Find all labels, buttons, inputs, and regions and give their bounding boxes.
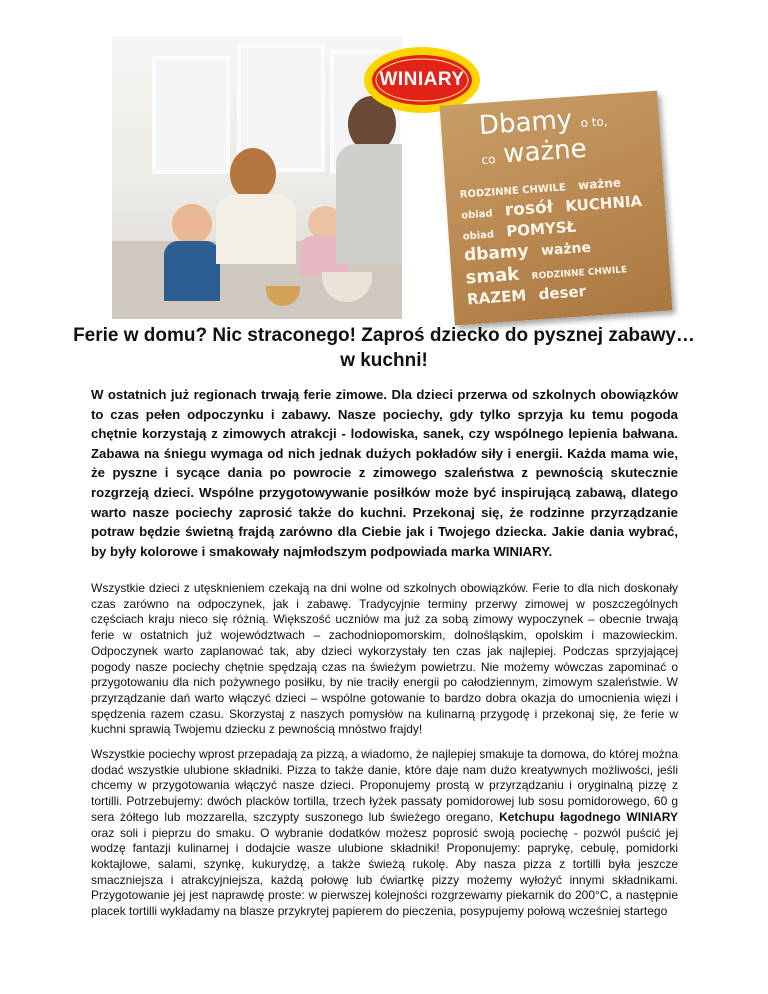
header-visual bbox=[112, 36, 662, 319]
card-word: RAZEM bbox=[466, 286, 527, 309]
card-title: Dbamy o to, co ważne bbox=[478, 104, 609, 170]
card-word: smak bbox=[464, 263, 520, 289]
card-word: deser bbox=[538, 282, 587, 304]
dbamy-o-to-card bbox=[440, 91, 673, 326]
card-word: RODZINNE CHWILE bbox=[531, 265, 628, 282]
article-title: Ferie w domu? Nic straconego! Zaproś dziecko do pysznej zabawy… w kuchni! bbox=[73, 325, 695, 371]
card-word: KUCHNIA bbox=[564, 192, 643, 216]
card-word: dbamy bbox=[463, 241, 530, 266]
article-paragraph: Wszystkie dzieci z utęsknieniem czekają na dni wolne od szkolnych obowiązków. Ferie to dla nich doskonały czas zarówno na odpoczynek, jak i zabawę. Tradycyjnie terminy przerwy zimowej w poszczególnych częściach kraju nieco się różnią. Większość uczniów ma już za sobą zimowy wypoczynek – obecnie trwają ferie w ostatnich już województwach – zachodniopomorskim, dolnośląskim, opolskim i mazowieckim. Odpoczynek warto zaplanować tak, aby dzieci wykorzystały ten czas jak najlepiej. Podczas sprzyjającej pogody nasze pociechy chętnie spędzają czas na świeżym powietrzu. Nie możemy wówczas zapominać o przygotowaniu dla nich pożywnego posiłku, by nie traciły energii po całodziennym, zimowym szaleństwie. W przyrządzanie dań warto włączyć dzieci – wspólne gotowanie to bardzo dobra okazja do umocnienia więzi i spędzenia razem czasu. Skorzystaj z naszych pomysłów na kulinarną przygodę i przekonaj się, że ferie w kuchni sprawią Twojemu dziecku z pewnością mnóstwo frajdy! bbox=[91, 581, 678, 737]
card-word: rosół bbox=[504, 197, 554, 221]
article-paragraph: Wszystkie pociechy wprost przepadają za pizzą, a wiadomo, że najlepiej smakuje ta domowa, do której można dodać wszystkie ulubione składniki. Pizza to także danie, które daje nam dużo kreatywnych możliwości, jeśli chcemy w przygotowania włączyć nasze dzieci. Proponujemy prostą w przyrządzaniu i oryginalną pizzę z tortilli. Potrzebujemy: dwóch placków tortilla, trzech łyżek passaty pomidorowej lub sosu pomidorowego, 60 g sera żółtego lub mozzarella, szczypty suszonego lub świeżego oregano, Ketchupu łagodnego WINIARY oraz soli i pieprzu do smaku. O wybranie dodatków możesz poprosić swoją pociechę - pozwól puścić jej wodzę fantazji kulinarnej i dodajcie wasze ulubione składniki! Proponujemy: paprykę, cebulę, pomidorki koktajlowe, salami, szynkę, kukurydzę, a także świeżą rukolę. Aby nasza pizza z tortilli była jeszcze smaczniejsza i atrakcyjniejsza, każdą połowę lub ćwiartkę pizzy możemy wyłożyć innymi składnikami. Przygotowanie jej jest naprawdę proste: w pierwszej kolejności rozgrzewamy piekarnik do 200°C, a następnie placek tortilli wykładamy na blasze przykrytej papierem do pieczenia, posypujemy połową wcześniej startego bbox=[91, 747, 678, 919]
logo-text: WINIARY bbox=[379, 69, 465, 90]
card-word: RODZINNE CHWILE bbox=[459, 182, 567, 201]
card-word-cloud bbox=[455, 171, 661, 310]
card-word: obiad bbox=[460, 208, 494, 222]
article-lead: W ostatnich już regionach trwają ferie zimowe. Dla dzieci przerwa od szkolnych obowiązków to czas pełen odpoczynku i zabawy. Nasze pociechy, gdy tylko sprzyja ku temu pogoda chętnie korzystają z zimowych atrakcji - lodowiska, sanek, czy wspólnego lepienia bałwana. Zabawa na śniegu wymaga od nich jednak dużych pokładów siły i energii. Każda mama wie, że pyszne i sycące dania po powrocie z zimowego szaleństwa z pewnością skutecznie rozgrzeją dzieci. Wspólne przygotowywanie posiłków może być inspirującą zabawą, dlatego warto nasze pociechy zaprosić także do kuchni. Przekonaj się, że rodzinne przyrządzanie potraw będzie świetną frajdą zarówno dla Ciebie jak i Twojego dziecka. Jakie dania wybrać, by były kolorowe i smakowały najmłodszym podpowiada marka WINIARY. bbox=[91, 387, 678, 559]
card-word: obiad bbox=[462, 229, 495, 243]
card-word: POMYSŁ bbox=[505, 217, 577, 241]
family-kitchen-photo bbox=[112, 36, 402, 319]
card-word: ważne bbox=[577, 175, 622, 193]
card-word: ważne bbox=[540, 239, 592, 260]
product-name: Ketchupu łagodnego WINIARY bbox=[499, 809, 678, 824]
